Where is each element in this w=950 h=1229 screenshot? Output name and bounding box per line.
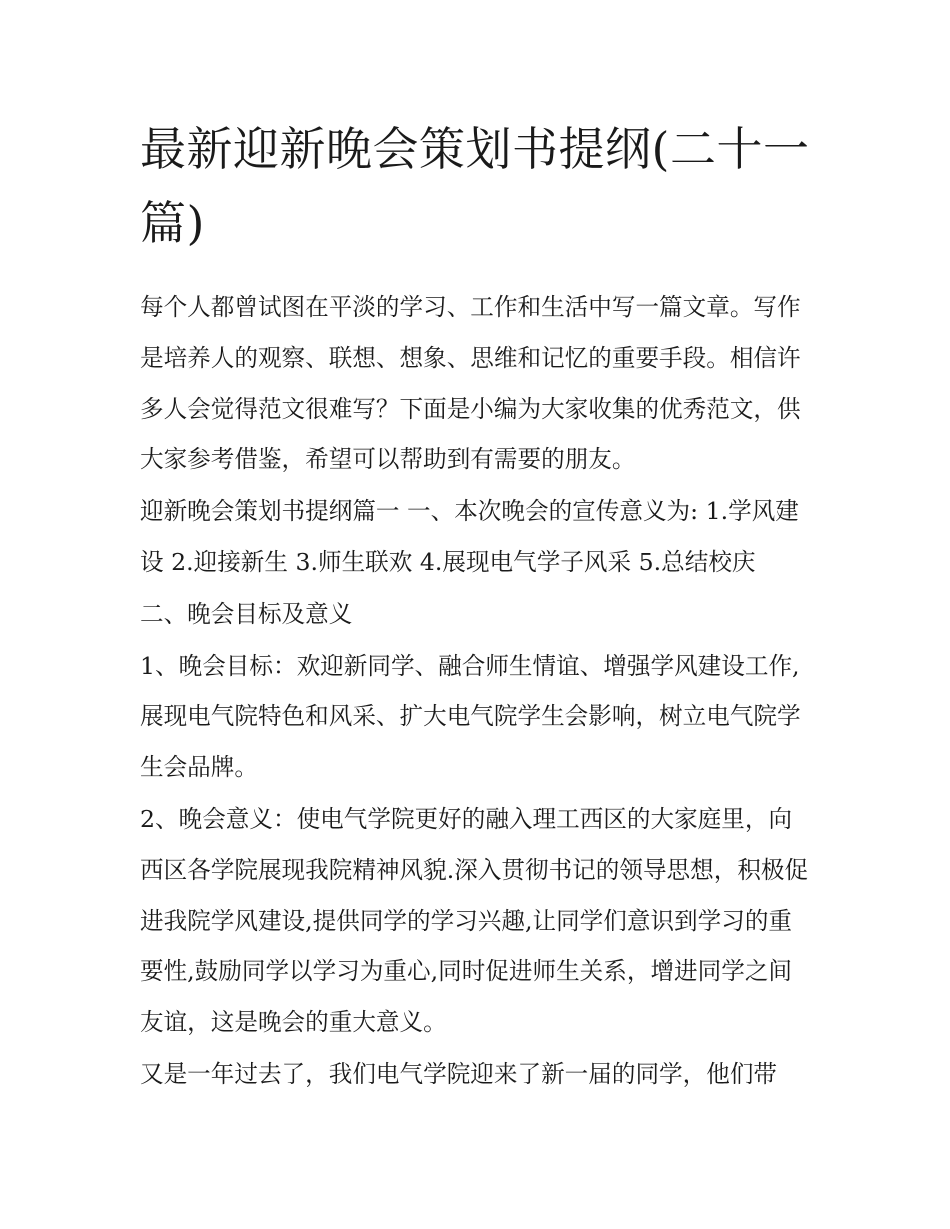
section-one-paragraph: 迎新晚会策划书提纲篇一 一、本次晚会的宣传意义为: 1.学风建设 2.迎接新生 3.师生联欢 4.展现电气学子风采 5.总结校庆 <box>140 497 799 576</box>
document-title: 最新迎新晚会策划书提纲(二十一篇) <box>140 122 810 250</box>
document-content <box>140 112 812 1101</box>
closing-paragraph: 又是一年过去了，我们电气学院迎来了新一届的同学，他们带 <box>140 1059 778 1088</box>
section-two-heading: 二、晚会目标及意义 <box>140 599 353 628</box>
meaning-paragraph: 2、晚会意义：使电气学院更好的融入理工西区的大家庭里，向西区各学院展现我院精神风貌.深入贯彻书记的领导思想，积极促进我院学风建设,提供同学的学习兴趣,让同学们意识到学习的重要性,鼓励同学以学习为重心,同时促进师生关系，增进同学之间友谊，这是晚会的重大意义。 <box>140 804 809 1037</box>
document-body <box>140 282 812 1100</box>
goal-paragraph: 1、晚会目标：欢迎新同学、融合师生情谊、增强学风建设工作,展现电气院特色和风采、扩大电气院学生会影响，树立电气院学生会品牌。 <box>140 651 801 782</box>
intro-paragraph: 每个人都曾试图在平淡的学习、工作和生活中写一篇文章。写作是培养人的观察、联想、想象、思维和记忆的重要手段。相信许多人会觉得范文很难写？下面是小编为大家收集的优秀范文，供大家参考借鉴，希望可以帮助到有需要的朋友。 <box>140 293 801 474</box>
